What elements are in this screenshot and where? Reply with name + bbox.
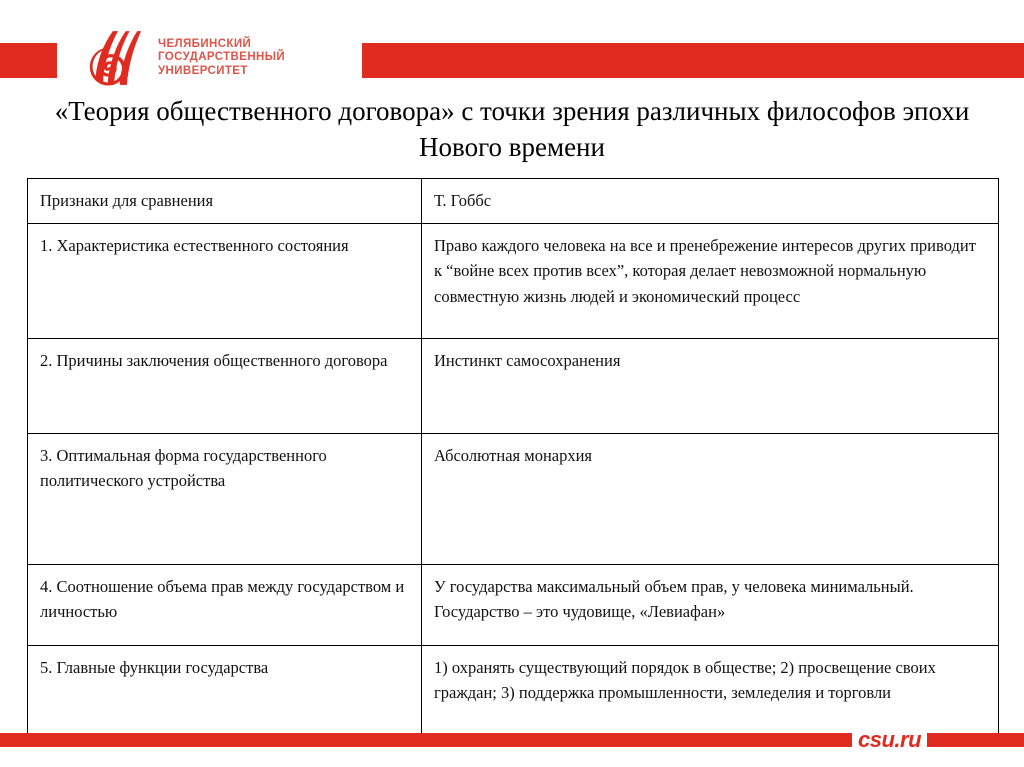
- logo-line-3: УНИВЕРСИТЕТ: [158, 64, 248, 77]
- row-criterion: 2. Причины заключения общественного договора: [28, 338, 422, 433]
- row-value: Инстинкт самосохранения: [422, 338, 999, 433]
- row-value: Абсолютная монархия: [422, 433, 999, 564]
- university-logo-text: [158, 38, 285, 79]
- row-value: 1) охранять существующий порядок в обществе; 2) просвещение своих граждан; 3) поддержка промышленности, земледелия и торговли: [422, 645, 999, 746]
- table-row: [28, 564, 999, 645]
- row-value: Право каждого человека на все и пренебрежение интересов других приводит к “войне всех против всех”, которая делает невозможной нормальную совместную жизнь людей и экономический процесс: [422, 223, 999, 338]
- logo-line-1: ЧЕЛЯБИНСКИЙ: [158, 37, 252, 50]
- row-criterion: 4. Соотношение объема прав между государством и личностью: [28, 564, 422, 645]
- table-row: [28, 223, 999, 338]
- table-header-row: [28, 179, 999, 224]
- slide-title: «Теория общественного договора» с точки зрения различных философов эпохи Нового времени: [54, 96, 970, 162]
- row-value: У государства максимальный объем прав, у человека минимальный. Государство – это чудовище, «Левиафан»: [422, 564, 999, 645]
- header-accent-bar-left: [0, 43, 57, 78]
- row-criterion: 5. Главные функции государства: [28, 645, 422, 746]
- slide-header: [0, 0, 1024, 92]
- comparison-table: [27, 178, 999, 747]
- csu-spiral-shell-icon: [86, 26, 150, 90]
- row-criterion: 1. Характеристика естественного состояния: [28, 223, 422, 338]
- table-row: [28, 338, 999, 433]
- footer-site-mark: csu.ru: [852, 728, 927, 751]
- header-accent-bar-right: [362, 43, 1024, 78]
- university-logo: [86, 24, 285, 92]
- column-header-criteria: Признаки для сравнения: [28, 179, 422, 224]
- logo-line-2: ГОСУДАРСТВЕННЫЙ: [158, 51, 286, 64]
- row-criterion: 3. Оптимальная форма государственного политического устройства: [28, 433, 422, 564]
- table-row: [28, 433, 999, 564]
- comparison-table-container: [27, 178, 998, 747]
- column-header-hobbes: Т. Гоббс: [422, 179, 999, 224]
